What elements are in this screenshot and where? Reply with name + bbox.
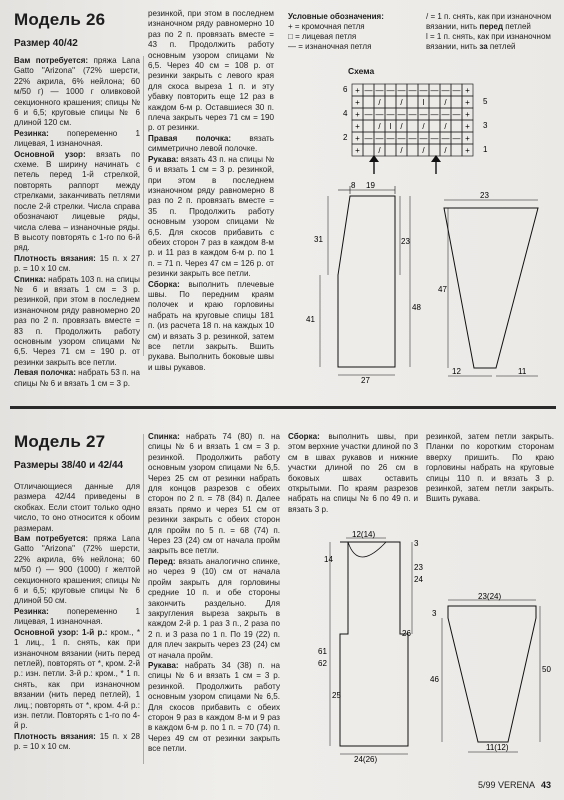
back-dim-27: 27 — [361, 376, 370, 385]
scheme-row-label-3: 3 — [483, 121, 488, 130]
page-footer — [478, 780, 551, 790]
scheme-symbol: — — [441, 86, 450, 95]
paragraph-heading: Плотность вязания: — [14, 731, 96, 741]
scheme-row-label-2: 2 — [343, 133, 348, 142]
paragraph-text: вязать симметрично левой полочке. — [148, 133, 274, 154]
legend-purl-stitch: — = изнаночная петля — [288, 42, 372, 51]
paragraph-heading: Вам потребуется: — [14, 56, 89, 65]
scheme-symbol: / — [400, 98, 403, 107]
paragraph — [148, 155, 274, 280]
paragraph-text: набрать 103 п. на спицы № 6 и вязать 1 см = 3 р. резинкой, при этом в последнем изнаночном ряду равномерно 20 раз по 2 п. провязать вместе = 83 п. Продолжить работу основным узором спицами № 6,5. Через 71 см = 190 р. от резинки закрыть все петли. — [14, 274, 140, 367]
scheme-title: Схема — [348, 66, 375, 76]
scheme-symbol: / — [444, 146, 447, 155]
body-dim-bottom: 24(26) — [354, 755, 378, 764]
legend-edge-stitch: + = кромочная петля — [288, 22, 365, 31]
legend — [288, 12, 418, 52]
scheme-symbol: + — [355, 134, 360, 143]
body-dim-26: 26 — [402, 629, 411, 638]
scheme-symbol: — — [430, 134, 439, 143]
knitting-scheme — [338, 80, 498, 176]
scheme-cell — [407, 96, 418, 108]
repeat-arrow-2 — [431, 155, 441, 174]
scheme-symbol: — — [364, 134, 373, 143]
scheme-symbol: — — [375, 86, 384, 95]
scheme-cell — [385, 144, 396, 156]
scheme-symbol: / — [378, 98, 381, 107]
model-26-column-2 — [148, 9, 274, 373]
paragraph — [148, 661, 280, 755]
sleeve27-dim-46: 46 — [430, 675, 439, 684]
sleeve-schematic — [434, 190, 558, 390]
scheme-symbol: — — [430, 86, 439, 95]
scheme-row-label-1: 1 — [483, 145, 488, 154]
paragraph — [14, 56, 140, 129]
paragraph-text: набрать 34 (38) п. на спицы № 6 и вязать 1 см = 3 р. резинкой. Продолжить работу основным узором спицами № 6,5. Для скосов прибавить с обеих сторон 9 раз в каждом 8-м и 9 раз в каждом 6-м р. по 1 п. = 70 (74) п. Через 49 см от резинки закрыть все петли. — [148, 660, 280, 754]
repeat-arrow-1 — [369, 155, 379, 174]
paragraph — [288, 432, 418, 515]
scheme-cell — [429, 96, 440, 108]
scheme-symbol: / — [444, 98, 447, 107]
model-27-title: Модель 27 — [14, 432, 106, 451]
scheme-symbol: + — [355, 110, 360, 119]
paragraph-text: выполнить швы, при этом верхние участки длиной по 3 см в швах рукавов и нижние участки длиной по 26 см в боковых швах оставить открытыми. По краям разрезов набрать на спицы № 6 по 49 п. и вязать 3 р. — [288, 432, 418, 514]
paragraph-text: набрать 53 п. на спицы № 6 и вязать 1 см = 3 р. — [14, 368, 140, 388]
scheme-symbol: — — [441, 110, 450, 119]
paragraph — [148, 9, 274, 134]
model-26-size: Размер 40/42 — [14, 38, 78, 49]
scheme-cell — [363, 144, 374, 156]
scheme-symbol: + — [465, 146, 470, 155]
scheme-symbol: / — [378, 122, 381, 131]
scheme-symbol: + — [465, 110, 470, 119]
scheme-cell — [385, 96, 396, 108]
paragraph — [14, 254, 140, 275]
model-separator — [10, 406, 556, 409]
back-schematic — [300, 182, 440, 392]
back-dim-top: 19 — [366, 182, 375, 190]
scheme-symbol: — — [375, 134, 384, 143]
scheme-symbol: / — [444, 122, 447, 131]
scheme-symbol: — — [397, 134, 406, 143]
scheme-symbol: — — [397, 86, 406, 95]
scheme-symbol: — — [419, 86, 428, 95]
paragraph — [148, 432, 280, 557]
paragraph-text: пряжа Lana Gatto "Arizona" (72% шерсти, 22% акрила, 6% нейлона; 60 м/50 г) — 900 (1000) г желтой секционного крашения; спицы № 6 и 6,5; круговые спицы № 6 длиной 50 см. — [14, 534, 140, 606]
paragraph-text: вязать по схеме. В ширину начинать с петель перед 1-й стрелкой, повторять раппорт между стрелками, заканчивать петлями после 2-й стрелки. Числа справа обозначают лицевые ряды, числа слева – изнаночные ряды. В высоту повторять с 1-го по 6-й ряд. — [14, 149, 140, 253]
scheme-symbol: + — [355, 122, 360, 131]
back-dim-top-left: 8 — [351, 182, 356, 190]
paragraph-text: попеременно 1 лицевая, 1 изнаночная. — [14, 606, 140, 627]
paragraph-heading: Вам потребуется: — [14, 534, 89, 544]
scheme-symbol: — — [452, 110, 461, 119]
scheme-symbol: — — [441, 134, 450, 143]
back-dim-41: 41 — [306, 315, 315, 324]
scheme-symbol: — — [430, 110, 439, 119]
paragraph-heading: Резинка: — [14, 128, 49, 138]
scheme-cell — [407, 120, 418, 132]
legend-slip-stitches: / = 1 п. снять, как при изнаночном вязании, нить перед петлей l = 1 п. снять, как при изнаночном вязании, нить за петлей — [426, 12, 552, 51]
scheme-symbol: — — [452, 86, 461, 95]
model-27-column-3 — [288, 432, 418, 515]
paragraph-heading: Левая полочка: — [14, 368, 76, 378]
sleeve-schematic-27 — [428, 592, 556, 772]
paragraph-heading: Рукава: — [148, 660, 179, 670]
body-dim-62: 62 — [318, 659, 327, 668]
paragraph-text: резинкой, затем петли закрыть. Планки по коротким сторонам вверху пришить. По краю горловины набрать на круговые спицы 110 п. и вязать 3 р. резинкой, затем петли закрыть. Вшить рукава. — [426, 432, 554, 504]
scheme-symbol: l — [422, 98, 425, 107]
paragraph — [148, 280, 274, 374]
paragraph-heading: Рукава: — [148, 154, 179, 164]
body-dim-14: 14 — [324, 555, 333, 564]
scheme-symbol: / — [400, 146, 403, 155]
sleeve27-dim-50: 50 — [542, 665, 551, 674]
scheme-row-label-6: 6 — [343, 85, 348, 94]
paragraph-text: выполнить плечевые швы. По передним краям полочек и краю горловины набрать на круговые спицы 181 п. (из расчета 18 п. на каждых 10 см) и вязать 3 р. резинкой, затем все петли закрыть. Вшить рукава. Выполнить боковые швы и швы рукавов. — [148, 279, 274, 372]
scheme-symbol: — — [408, 110, 417, 119]
scheme-symbol: + — [355, 86, 360, 95]
scheme-symbol: — — [386, 134, 395, 143]
scheme-symbol: + — [355, 146, 360, 155]
body-dim-24: 24 — [414, 575, 423, 584]
scheme-symbol: + — [465, 134, 470, 143]
scheme-row-label-5: 5 — [483, 97, 488, 106]
scheme-symbol: / — [422, 122, 425, 131]
body-dim-25: 25 — [332, 691, 341, 700]
paragraph-heading: Сборка: — [148, 279, 180, 289]
scheme-symbol: l — [389, 122, 392, 131]
model-27-column-4 — [426, 432, 554, 505]
paragraph-text: 15 п. x 28 р. = 10 x 10 см. — [14, 731, 140, 752]
scheme-symbol: — — [419, 134, 428, 143]
scheme-row-label-4: 4 — [343, 109, 348, 118]
paragraph-heading: Правая полочка: — [148, 133, 232, 143]
paragraph-heading: Основной узор: 1-й р.: — [14, 627, 108, 637]
paragraph-heading: Основной узор: — [14, 149, 86, 159]
paragraph — [14, 482, 140, 534]
back-dim-23: 23 — [401, 237, 410, 246]
paragraph — [148, 557, 280, 661]
scheme-cell — [407, 144, 418, 156]
scheme-cell — [451, 144, 462, 156]
back-dim-48: 48 — [412, 303, 421, 312]
sleeve27-dim-top: 23(24) — [478, 592, 502, 601]
body-dim-61: 61 — [318, 647, 327, 656]
paragraph-text: вязать 43 п. на спицы № 6 и вязать 1 см = 3 р. резинкой, при этом в последнем изнаночном ряду равномерно 8 раз по 2 п. провязать вместе = 35 п. Продолжить работу основным узором спицами № 6,5. Для скосов прибавить с обеих сторон 7 раз в каждом 8-м р. и 11 раз в каждом 6-м р. по 1 п. = 71 п. Через 47 см = 126 р. от резинки закрыть все петли. — [148, 154, 274, 279]
legend-title: Условные обозначения: — [288, 12, 384, 21]
column-divider — [143, 434, 144, 764]
scheme-symbol: — — [386, 110, 395, 119]
paragraph — [14, 732, 140, 753]
scheme-cell — [429, 120, 440, 132]
scheme-cell — [363, 96, 374, 108]
scheme-cell — [451, 96, 462, 108]
scheme-symbol: / — [422, 146, 425, 155]
paragraph-text: набрать 74 (80) п. на спицы № 6 и вязать 1 см = 3 р. резинкой. Продолжить работу основным узором спицами № 6,5. Через 25 см от резинки набрать для концов разрезов с обеих сторон по 2 п. = 78 (84) п. Далее вязать прямо и через 51 см от резинки закрыть с обеих сторон для пройм по 5 п. = 68 (74) п. Через 23 (24) см от начала пройм закрыть все петли. — [148, 432, 280, 556]
model-27-column-2 — [148, 432, 280, 755]
scheme-cell — [363, 120, 374, 132]
sleeve27-dim-3: 3 — [432, 609, 437, 618]
scheme-symbol: — — [408, 86, 417, 95]
paragraph-heading: Спинка: — [148, 432, 180, 441]
paragraph-heading: Перед: — [148, 556, 176, 566]
scheme-symbol: / — [378, 146, 381, 155]
paragraph — [14, 275, 140, 369]
paragraph-text: пряжа Lana Gatto "Arizona" (72% шерсти, 22% акрила, 6% нейлона; 60 м/50 г) — 1000 г оливковой секционного крашения; спицы № 6 и 6,5; круговые спицы № 6 длиной 120 см. — [14, 56, 140, 128]
model-26-title: Модель 26 — [14, 10, 106, 29]
issue-label: 5/99 VERENA — [478, 780, 535, 790]
scheme-symbol: — — [364, 86, 373, 95]
paragraph — [14, 129, 140, 150]
scheme-symbol: + — [465, 122, 470, 131]
paragraph — [14, 628, 140, 732]
paragraph-text: 15 п. x 27 р. = 10 x 10 см. — [14, 253, 140, 274]
scheme-symbol: — — [419, 110, 428, 119]
model-27-size: Размеры 38/40 и 42/44 — [14, 460, 124, 471]
sleeve-dim-side: 47 — [438, 285, 447, 294]
sleeve-dim-bottom-1: 12 — [452, 367, 461, 376]
paragraph-text: попеременно 1 лицевая, 1 изнаночная. — [14, 128, 140, 149]
sleeve27-dim-bottom: 11(12) — [486, 743, 509, 752]
scheme-symbol: + — [355, 98, 360, 107]
model-27-column-1 — [14, 482, 140, 753]
paragraph — [14, 368, 140, 389]
body-dim-3: 3 — [414, 539, 419, 548]
paragraph — [426, 432, 554, 505]
paragraph-text: резинкой, при этом в последнем изнаночном ряду равномерно 10 раз по 2 п. провязать вместе = 43 п. Продолжить работу основным узором спицами № 6,5. Через 40 см = 108 р. от резинки закрыть с левого края для скоса выреза 1 п. и эту убавку повторить еще 12 раз в каждом 6-м р. Оставшиеся 30 п. плеча закрыть через 71 см = 190 р. от резинки. — [148, 9, 274, 133]
scheme-symbol: + — [465, 98, 470, 107]
paragraph-heading: Плотность вязания: — [14, 253, 96, 263]
page-number: 43 — [541, 780, 552, 790]
paragraph — [14, 150, 140, 254]
scheme-symbol: / — [400, 122, 403, 131]
scheme-symbol: — — [386, 86, 395, 95]
scheme-symbol: — — [364, 110, 373, 119]
column-divider — [143, 56, 144, 356]
paragraph-text: Отличающиеся данные для размера 42/44 приведены в скобках. Если стоит только одно число, то оно относится к обоим размерам. — [14, 482, 140, 533]
paragraph — [14, 607, 140, 628]
paragraph — [14, 534, 140, 607]
scheme-symbol: — — [397, 110, 406, 119]
scheme-symbol: — — [452, 134, 461, 143]
scheme-symbol: — — [375, 110, 384, 119]
paragraph-heading: Резинка: — [14, 606, 49, 616]
scheme-symbol: + — [465, 86, 470, 95]
paragraph-text: вязать аналогично спинке, но через 9 (10) см от начала пройм закрыть для горловины средние 10 п. и обе стороны закончить раздельно. Для закругления выреза закрыть в каждом 2-й р. 1 раз 3 п., 2 раза по 2 п. и 3 раза по 1 п. По 19 (22) п. для плеч закрыть через 23 (24) см от начала пройм. — [148, 556, 280, 660]
scheme-cell — [451, 120, 462, 132]
body-dim-23: 23 — [414, 563, 423, 572]
paragraph — [148, 134, 274, 155]
body-schematic — [300, 530, 430, 780]
sleeve-dim-top: 23 — [480, 191, 489, 200]
paragraph-text: кром., * 1 лиц., 1 п. снять, как при изнаночном вязании (нить перед петлей), повторять от *, кром. 2-й р.: изн. петли. 3-й р.: кром., * 1 п. снять, как при изнаночном вязании (нить перед петлей), 1 лиц.; повторять от *, кром. 4-й р.: изн. петли. Повторять с 1-го по 4-й р. — [14, 627, 140, 731]
sleeve-dim-bottom-2: 11 — [518, 367, 527, 376]
paragraph-heading: Сборка: — [288, 432, 320, 441]
scheme-cell — [429, 144, 440, 156]
paragraph-heading: Спинка: — [14, 274, 46, 284]
scheme-symbol: — — [408, 134, 417, 143]
back-dim-31: 31 — [314, 235, 323, 244]
legend-knit-stitch: □ = лицевая петля — [288, 32, 357, 41]
model-26-column-1 — [14, 56, 140, 389]
body-dim-top: 12(14) — [352, 530, 376, 539]
